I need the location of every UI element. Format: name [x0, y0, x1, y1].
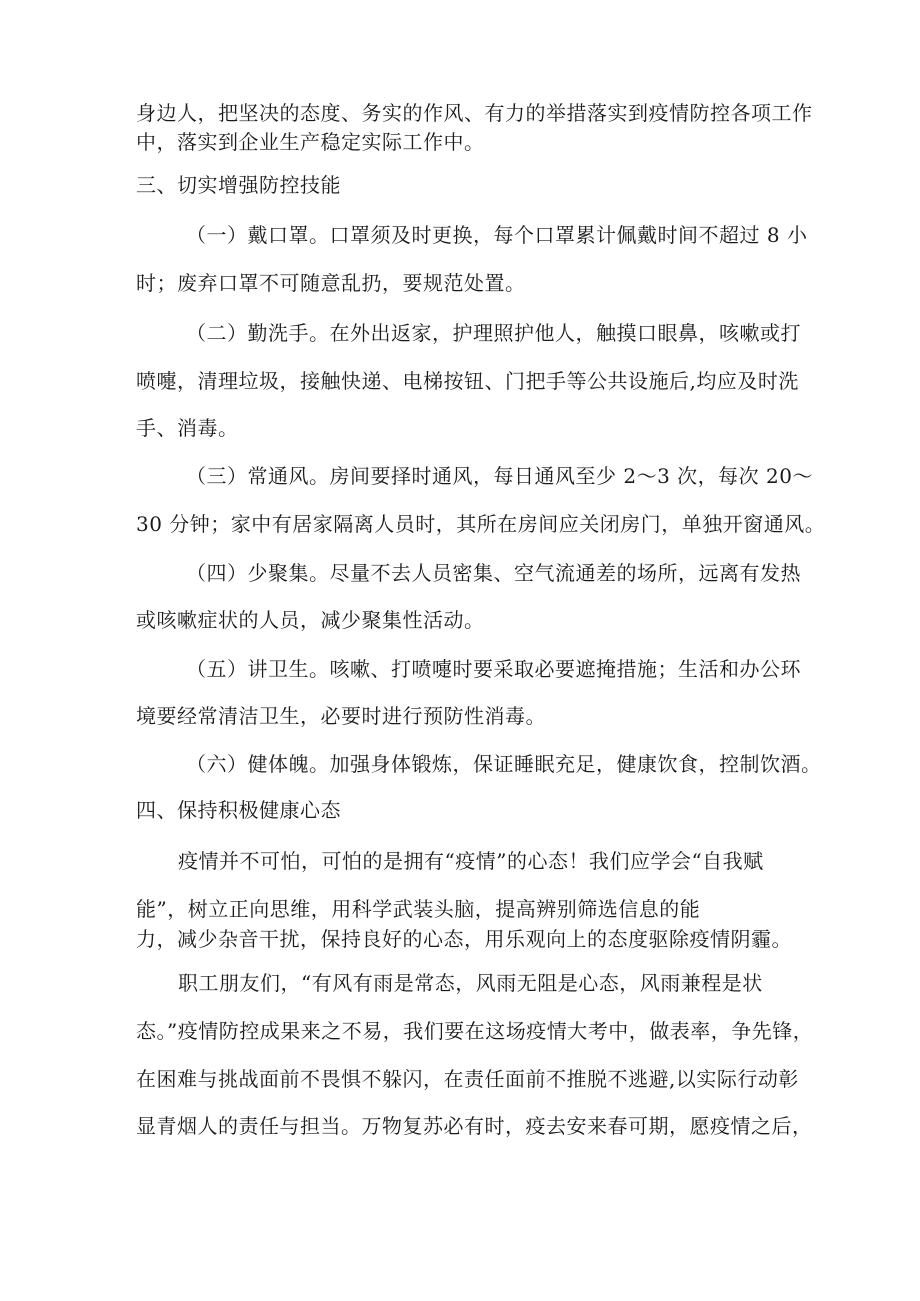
para-2-line-2: 态。”疫情防控成果来之不易，我们要在这场疫情大考中，做表率，争先锋， [136, 1019, 814, 1043]
intro-line-1: 身边人，把坚决的态度、务实的作风、有力的举措落实到疫情防控各项工作 [136, 101, 813, 125]
item-5-line-2: 境要经常清洁卫生，必要时进行预防性消毒。 [136, 704, 546, 728]
item-2-line-3: 手、消毒。 [136, 416, 239, 440]
para-2-line-3: 在困难与挑战面前不畏惧不躲闪，在责任面前不推脱不逃避,以实际行动彰 [136, 1067, 799, 1091]
para-1-line-1: 疫情并不可怕，可怕的是拥有“疫情”的心态！我们应学会“自我赋 [178, 849, 764, 873]
item-2-line-2: 喷嚏，清理垃圾，接触快递、电梯按钮、门把手等公共设施后,均应及时洗 [136, 369, 799, 393]
section-4-heading: 四、保持积极健康心态 [136, 798, 341, 822]
item-3-line-1: （三）常通风。房间要择时通风，每日通风至少 2～3 次，每次 20～ [186, 464, 813, 488]
para-1-line-2: 能”，树立正向思维，用科学武装头脑，提高辨别筛选信息的能 [136, 897, 701, 921]
intro-line-2: 中，落实到企业生产稳定实际工作中。 [136, 130, 485, 154]
item-2-line-1: （二）勤洗手。在外出返家，护理照护他人，触摸口眼鼻，咳嗽或打 [186, 321, 801, 345]
item-3-line-2: 30 分钟；家中有居家隔离人员时，其所在房间应关闭房门，单独开窗通风。 [136, 512, 826, 536]
item-4-line-2: 或咳嗽症状的人员，减少聚集性活动。 [136, 608, 485, 632]
item-4-line-1: （四）少聚集。尽量不去人员密集、空气流通差的场所，远离有发热 [186, 561, 801, 585]
item-6-line-1: （六）健体魄。加强身体锻炼，保证睡眠充足，健康饮食，控制饮酒。 [186, 752, 822, 776]
item-1-line-1: （一）戴口罩。口罩须及时更换，每个口罩累计佩戴时间不超过 8 小 [186, 223, 808, 247]
para-1-line-3: 力，减少杂音干扰，保持良好的心态，用乐观向上的态度驱除疫情阴霾。 [136, 927, 792, 951]
item-1-line-2: 时；废弃口罩不可随意乱扔，要规范处置。 [136, 271, 526, 295]
para-2-line-4: 显青烟人的责任与担当。万物复苏必有时，疫去安来春可期，愿疫情之后， [136, 1114, 813, 1138]
section-3-heading: 三、切实增强防控技能 [136, 173, 341, 197]
para-2-line-1: 职工朋友们，“有风有雨是常态，风雨无阻是心态，风雨兼程是状 [178, 971, 763, 995]
item-5-line-1: （五）讲卫生。咳嗽、打喷嚏时要采取必要遮掩措施；生活和办公环 [186, 657, 801, 681]
